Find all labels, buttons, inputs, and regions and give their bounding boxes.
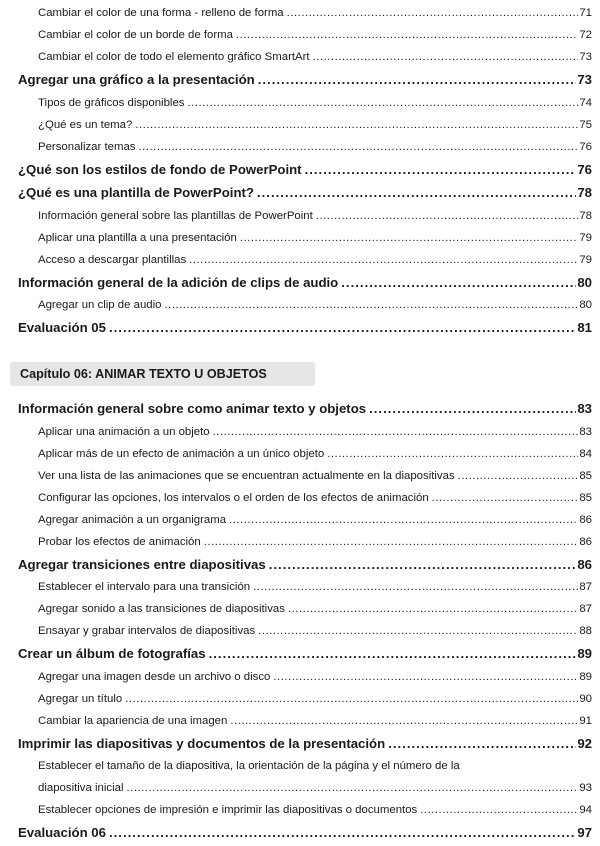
toc-subsection-entry[interactable] [0,620,600,642]
toc-subsection-entry[interactable] [0,92,600,114]
toc-entry-label: Establecer el intervalo para una transición [38,581,251,594]
toc-subsection-entry[interactable] [0,710,600,732]
dot-leader [432,487,579,509]
toc-entry-label: Agregar animación a un organigrama [38,513,227,526]
dot-leader [269,553,577,577]
toc-page-number: 93 [579,782,592,795]
toc-entry-label: Evaluación 05 [18,320,106,336]
toc-page-number: 94 [579,804,592,817]
toc-entry-label: Cambiar el color de todo el elemento gráfico SmartArt [38,51,310,63]
toc-entry-label: Agregar sonido a las transiciones de diapositivas [38,603,285,616]
toc-entry-label: ¿Qué son los estilos de fondo de PowerPoint [18,161,302,177]
toc-subsection-entry[interactable] [0,799,600,821]
dot-leader [213,421,579,443]
toc-subsection-entry[interactable] [0,114,600,136]
toc-entry-label: Cambiar la apariencia de una imagen [38,714,228,727]
toc-entry-label: Establecer opciones de impresión e imprimir las diapositivas o documentos [38,804,418,817]
toc-subsection-entry[interactable] [0,576,600,598]
toc-page-number: 92 [577,735,592,751]
dot-leader [316,205,579,227]
toc-subsection-entry[interactable] [0,443,600,465]
toc-entry-label: Imprimir las diapositivas y documentos de la presentación [18,735,386,751]
dot-leader [341,271,576,295]
toc-page-number: 74 [579,96,592,109]
toc-entry-label: diapositiva inicial [38,782,124,795]
dot-leader [229,509,578,531]
toc-subsection-entry[interactable] [0,249,600,271]
toc-subsection-entry[interactable] [0,487,600,509]
dot-leader [240,227,578,249]
toc-page-number: 90 [579,692,592,705]
toc-page-number: 97 [577,825,592,841]
dot-leader [126,777,578,799]
chapter-heading: Capítulo 06: ANIMAR TEXTO U OBJETOS [10,362,315,386]
toc-page-number: 76 [579,140,592,153]
toc-page-number: 86 [579,535,592,548]
toc-entry-label: Agregar un título [38,692,123,705]
toc-page-number: 80 [577,274,592,290]
toc-subsection-entry[interactable] [0,421,600,443]
toc-subsection-entry[interactable] [0,46,600,68]
toc-page-number: 71 [579,7,592,19]
toc-subsection-entry[interactable] [0,205,600,227]
dot-leader [236,24,578,46]
toc-section-entry[interactable] [0,821,600,845]
toc-section-chapter-05 [0,2,600,340]
toc-page-number: 89 [577,646,592,662]
dot-leader [139,136,579,158]
toc-entry-label: Probar los efectos de animación [38,535,201,548]
toc-section-entry[interactable] [0,732,600,756]
toc-page-number: 84 [579,447,592,460]
toc-page-number: 80 [579,299,592,312]
dot-leader [327,443,578,465]
dot-leader [458,465,579,487]
dot-leader [164,294,578,316]
toc-page-number: 78 [577,185,592,201]
dot-leader [288,598,578,620]
toc-entry-label: Agregar transiciones entre diapositivas [18,556,266,572]
toc-subsection-entry[interactable] [0,509,600,531]
toc-page-number: 73 [577,72,592,87]
toc-page-number: 81 [577,320,592,336]
toc-page-number: 83 [579,425,592,438]
dot-leader [388,732,576,756]
toc-section-entry[interactable] [0,68,600,92]
toc-subsection-entry[interactable] [0,777,600,799]
toc-page-number: 76 [577,161,592,177]
dot-leader [209,642,577,666]
dot-leader [258,620,578,642]
toc-entry-label: Crear un álbum de fotografías [18,646,206,662]
toc-page-number: 85 [579,491,592,504]
toc-subsection-entry[interactable] [0,136,600,158]
dot-leader [287,2,579,24]
toc-subsection-entry[interactable] [0,531,600,553]
toc-subsection-entry[interactable] [0,465,600,487]
dot-leader [305,158,577,182]
toc-section-entry[interactable] [0,316,600,340]
toc-entry-label: Acceso a descargar plantillas [38,253,187,266]
toc-entry-label: Cambiar el color de una forma - relleno de forma [38,7,284,19]
toc-subsection-entry[interactable] [0,598,600,620]
toc-page-number: 91 [579,714,592,727]
toc-page-number: 89 [579,670,592,683]
toc-subsection-entry[interactable] [0,294,600,316]
toc-page-number: 73 [579,51,592,63]
toc-entry-label: Aplicar una animación a un objeto [38,425,210,438]
dot-leader [369,397,576,421]
dot-leader [258,68,577,92]
toc-entry-label: Personalizar temas [38,140,136,153]
toc-page-number: 87 [579,581,592,594]
dot-leader [253,576,578,598]
toc-section-entry[interactable] [0,158,600,182]
toc-entry-label: Agregar una gráfico a la presentación [18,72,255,87]
dot-leader [204,531,579,553]
dot-leader [230,710,578,732]
toc-entry-label: Información general sobre como animar texto y objetos [18,401,367,416]
toc-entry-label: ¿Qué es una plantilla de PowerPoint? [18,185,254,201]
toc-entry-label: Aplicar más de un efecto de animación a un único objeto [38,447,325,460]
toc-entry-label: Agregar un clip de audio [38,299,162,312]
toc-section-chapter-06 [0,397,600,845]
toc-page-number: 87 [579,603,592,616]
toc-section-entry[interactable] [0,271,600,295]
toc-entry-label: Tipos de gráficos disponibles [38,96,185,109]
toc-subsection-entry[interactable] [0,2,600,24]
toc-entry-label: Información general sobre las plantillas de PowerPoint [38,209,313,222]
toc-subsection-entry[interactable] [0,227,600,249]
toc-page-number: 79 [579,231,592,244]
toc-entry-label-line: Establecer el tamaño de la diapositiva, la orientación de la página y el número de la [38,760,460,773]
toc-entry-label: Evaluación 06 [18,825,106,841]
toc-page-number: 72 [579,29,592,41]
toc-page-number: 85 [579,469,592,482]
toc-page-number: 75 [579,118,592,131]
toc-page-number: 78 [579,209,592,222]
toc-entry-label: Ver una lista de las animaciones que se encuentran actualmente en la diapositivas [38,469,455,482]
dot-leader [135,114,578,136]
dot-leader [313,46,579,68]
toc-section-entry[interactable] [0,181,600,205]
toc-entry-label: Cambiar el color de un borde de forma [38,29,234,41]
toc-entry-label: Ensayar y grabar intervalos de diapositivas [38,625,256,638]
toc-subsection-entry[interactable] [0,24,600,46]
dot-leader [273,666,578,688]
toc-entry-label: Configurar las opciones, los intervalos o el orden de los efectos de animación [38,491,429,504]
toc-section-entry[interactable] [0,553,600,577]
toc-page-number: 86 [577,556,592,572]
dot-leader [187,92,578,114]
toc-entry-label: Aplicar una plantilla a una presentación [38,231,237,244]
toc-page-number: 86 [579,513,592,526]
dot-leader [125,688,578,710]
toc-page-number: 79 [579,253,592,266]
dot-leader [109,316,576,340]
toc-entry-label: ¿Qué es un tema? [38,118,133,131]
toc-section-entry[interactable] [0,397,600,421]
toc-page-number: 88 [579,625,592,638]
toc-section-entry[interactable] [0,642,600,666]
toc-subsection-entry[interactable] [0,688,600,710]
toc-page-number: 83 [577,401,592,416]
toc-entry-label: Información general de la adición de clips de audio [18,274,339,290]
dot-leader [420,799,578,821]
dot-leader [109,821,576,845]
toc-entry-label: Agregar una imagen desde un archivo o disco [38,670,271,683]
dot-leader [189,249,578,271]
dot-leader [257,181,576,205]
toc-subsection-entry[interactable] [0,666,600,688]
